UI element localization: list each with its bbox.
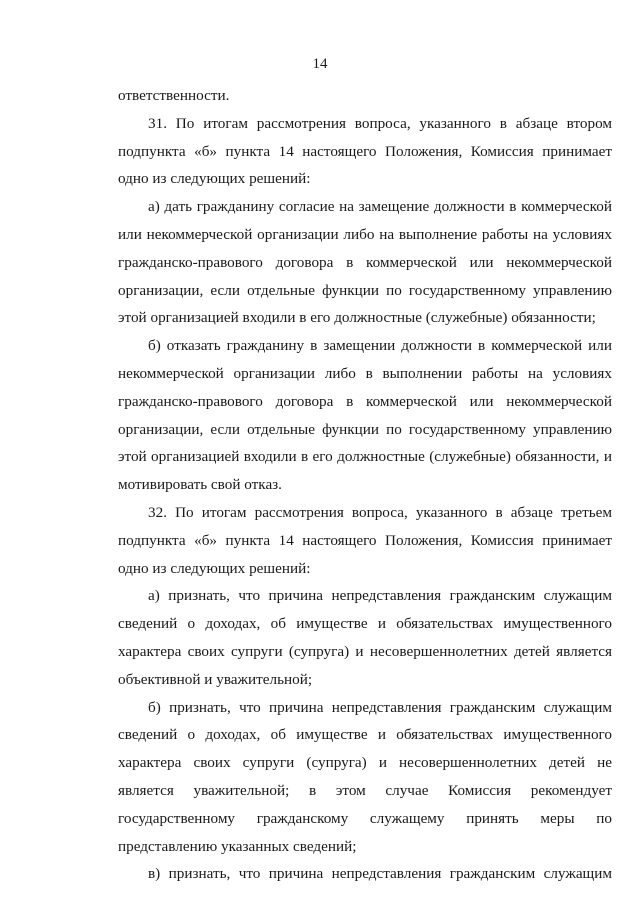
document-body: [118, 82, 612, 888]
paragraph-32-b: б) признать, что причина непредставления гражданским служащим сведений о доходах, об имуществе и обязательствах имущественного характера своих супруги (супруга) и несовершеннолетних детей не является уважительной; в этом случае Комиссия рекомендует государственному гражданскому служащему принять меры по представлению указанных сведений;: [118, 698, 612, 855]
paragraph-32-a: а) признать, что причина непредставления гражданским служащим сведений о доходах, об имуществе и обязательствах имущественного характера своих супруги (супруга) и несовершеннолетних детей является объективной и уважительной;: [118, 587, 612, 688]
paragraph-32-v: в) признать, что причина непредставления гражданским служащим: [148, 865, 612, 883]
paragraph-31-b: б) отказать гражданину в замещении должности в коммерческой или некоммерческой организации либо в выполнении работы на условиях гражданско-правового договора в коммерческой или некоммерческой организации, если отдельные функции по государственному управлению этой организацией входили в его должностные (служебные) обязанности, и мотивировать свой отказ.: [118, 337, 612, 494]
paragraph-item-32: 32. По итогам рассмотрения вопроса, указанного в абзаце третьем подпункта «б» пункта 14 настоящего Положения, Комиссия принимает одно из следующих решений:: [118, 503, 612, 577]
page-number: 14: [312, 56, 328, 72]
paragraph-31-a: а) дать гражданину согласие на замещение должности в коммерческой или некоммерческой организации либо на выполнение работы на условиях гражданско-правового договора в коммерческой или некоммерческой организации, если отдельные функции по государственному управлению этой организацией входили в его должностные (служебные) обязанности;: [118, 198, 612, 327]
paragraph-item-31: 31. По итогам рассмотрения вопроса, указанного в абзаце втором подпункта «б» пункта 14 настоящего Положения, Комиссия принимает одно из следующих решений:: [118, 114, 612, 188]
paragraph-continuation: ответственности.: [118, 87, 230, 104]
